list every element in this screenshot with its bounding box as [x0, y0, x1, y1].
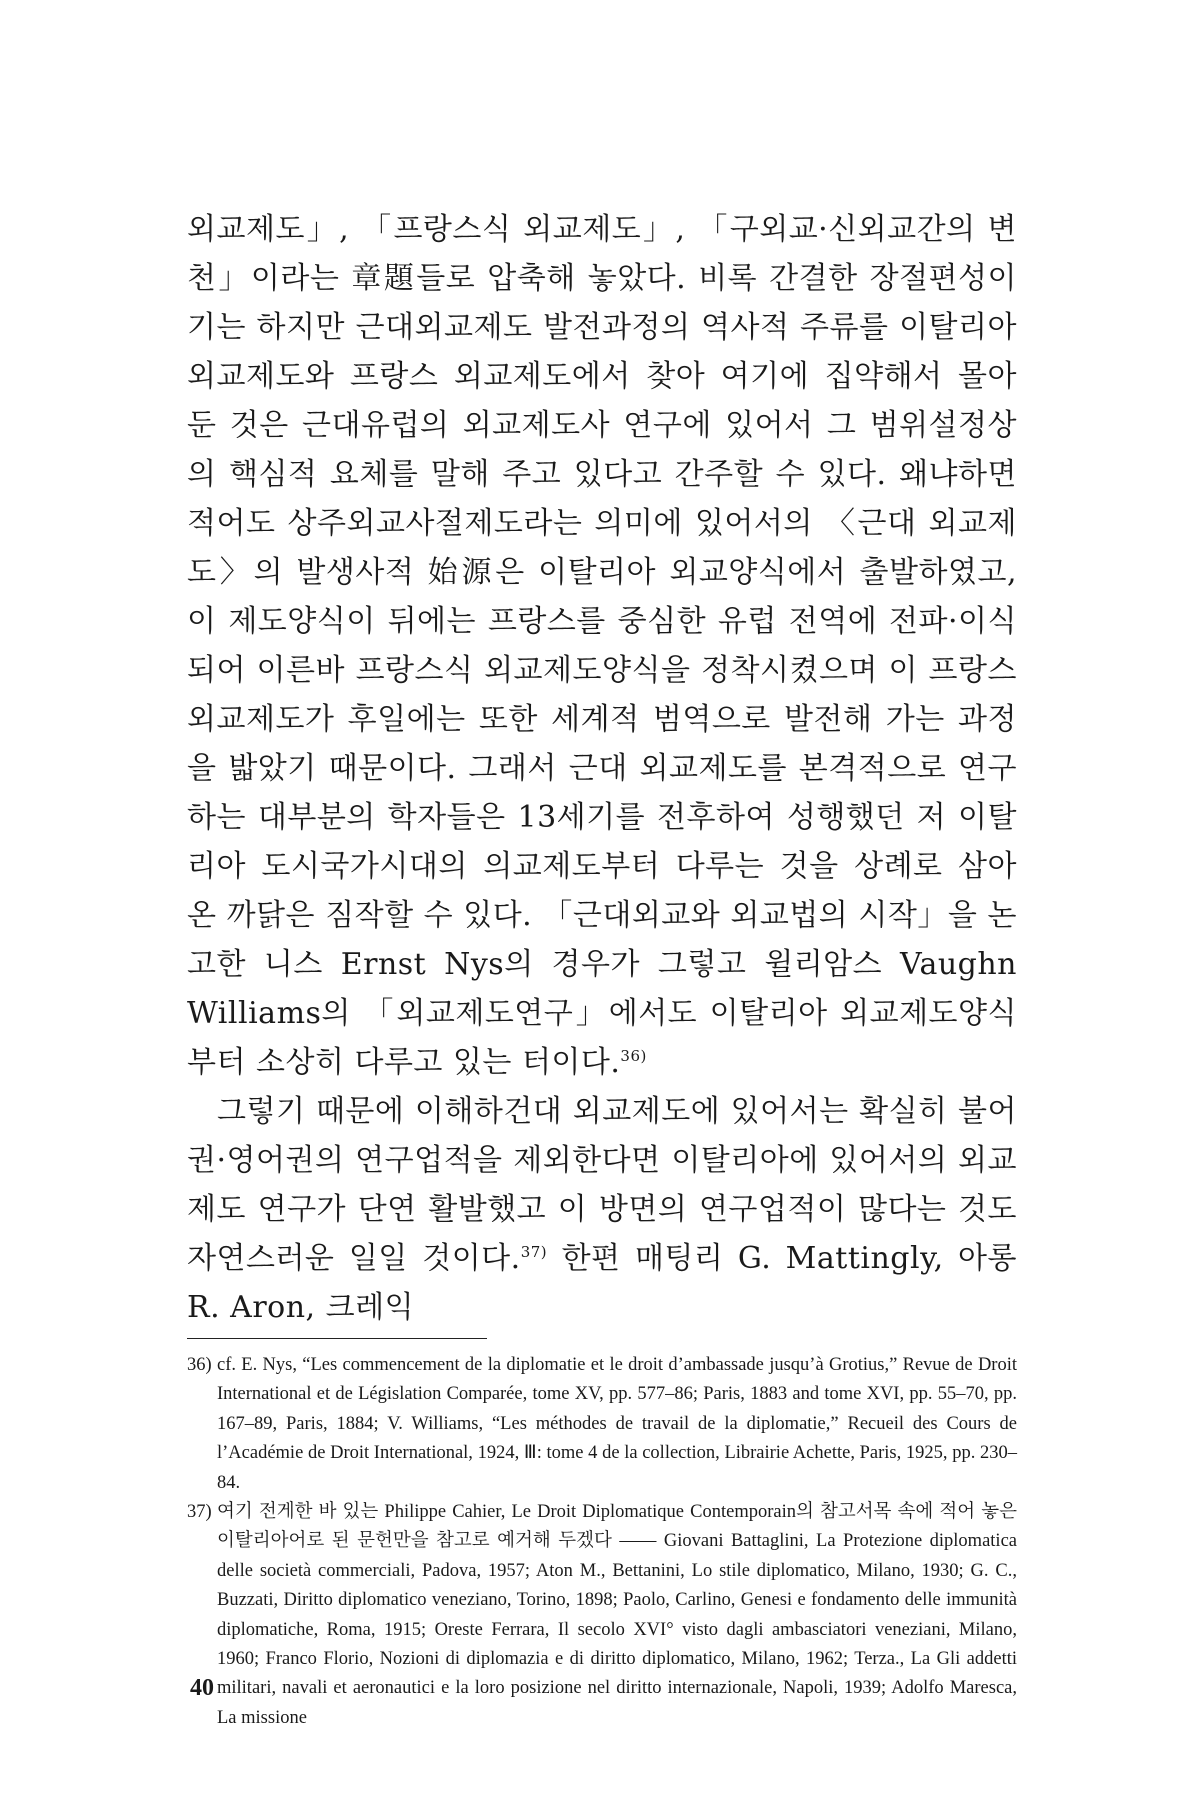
body-paragraph-2 [187, 1087, 1017, 1332]
paragraph-1-text: 외교제도」, 「프랑스식 외교제도」, 「구외교·신외교간의 변천」이라는 章題들로 압축해 놓았다. 비록 간결한 장절편성이기는 하지만 근대외교제도 발전과정의 역사적 주류를 이탈리아 외교제도와 프랑스 외교제도에서 찾아 여기에 집약해서 몰아 둔 것은 근대유럽의 외교제도사 연구에 있어서 그 범위설정상의 핵심적 요체를 말해 주고 있다고 간주할 수 있다. 왜냐하면 적어도 상주외교사절제도라는 의미에 있어서의 〈근대 외교제도〉의 발생사적 始源은 이탈리아 외교양식에서 출발하였고, 이 제도양식이 뒤에는 프랑스를 중심한 유럽 전역에 전파·이식되어 이른바 프랑스식 외교제도양식을 정착시켰으며 이 프랑스 외교제도가 후일에는 또한 세계적 범역으로 발전해 가는 과정을 밟았기 때문이다. 그래서 근대 외교제도를 본격적으로 연구하는 대부분의 학자들은 13세기를 전후하여 성행했던 저 이탈리아 도시국가시대의 의교제도부터 다루는 것을 상례로 삼아 온 까닭은 짐작할 수 있다. 「근대외교와 외교법의 시작」을 논고한 니스 Ernst Nys의 경우가 그렇고 윌리암스 Vaughn Williams의 「외교제도연구」에서도 이탈리아 외교제도양식부터 소상히 다루고 있는 터이다. [187, 212, 1017, 1080]
footnote-36 [187, 1351, 1017, 1498]
footnote-text: 여기 전게한 바 있는 Philippe Cahier, Le Droit Diplomatique Contemporain의 참고서목 속에 적어 놓은 이탈리아어로 된 문헌만을 참고로 예거해 두겠다 —— Giovani Battaglini, La Protezione diplomatica delle società commerciali, Padova, 1957; Aton M., Bettanini, Lo stile diplomatico, Milano, 1930; G. C., Buzzati, Diritto diplomatico veneziano, Torino, 1898; Paolo, Carlino, Genesi e fondamento delle immunità diplomatiche, Roma, 1915; Oreste Ferrara, Il secolo XVI° visto dagli ambasciatori veneziani, Milano, 1960; Franco Florio, Nozioni di diplomazia e di diritto diplomatico, Milano, 1962; Terza., La Gli addetti militari, navali et aeronautici e la loro posizione nel diritto internazionale, Napoli, 1939; Adolfo Maresca, La missione [217, 1502, 1017, 1728]
page-number: 40 [190, 1675, 214, 1701]
footnote-number: 36) [187, 1355, 212, 1375]
body-paragraph-1 [187, 205, 1017, 1087]
footnote-divider [187, 1338, 487, 1339]
paragraph-2-text: 그렇기 때문에 이해하건대 외교제도에 있어서는 확실히 불어권·영어권의 연구업적을 제외한다면 이탈리아에 있어서의 외교제도 연구가 단연 활발했고 이 방면의 연구업적이 많다는 것도 자연스러운 일일 것이다. [187, 1094, 1017, 1276]
paragraph-2-tail: 한편 매팅리 G. Mattingly, 아롱 R. Aron, 크레익 [187, 1241, 1017, 1325]
footnote-text: cf. E. Nys, “Les commencement de la diplomatie et le droit d’ambassade jusqu’à Grotius,” Revue de Droit International et de Législation Comparée, tome XV, pp. 577–86; Paris, 1883 and tome XVI, pp. 55–70, pp. 167–89, Paris, 1884; V. Williams, “Les méthodes de travail de la diplomatie,” Recueil des Cours de l’Académie de Droit International, 1924, Ⅲ: tome 4 de la collection, Librairie Achette, Paris, 1925, pp. 230–84. [217, 1355, 1017, 1493]
footnote-37 [187, 1498, 1017, 1733]
footnote-ref-36: 36) [620, 1047, 647, 1065]
footnote-number: 37) [187, 1502, 212, 1523]
footnote-ref-37: 37) [520, 1243, 548, 1261]
page-body [187, 205, 1017, 1733]
